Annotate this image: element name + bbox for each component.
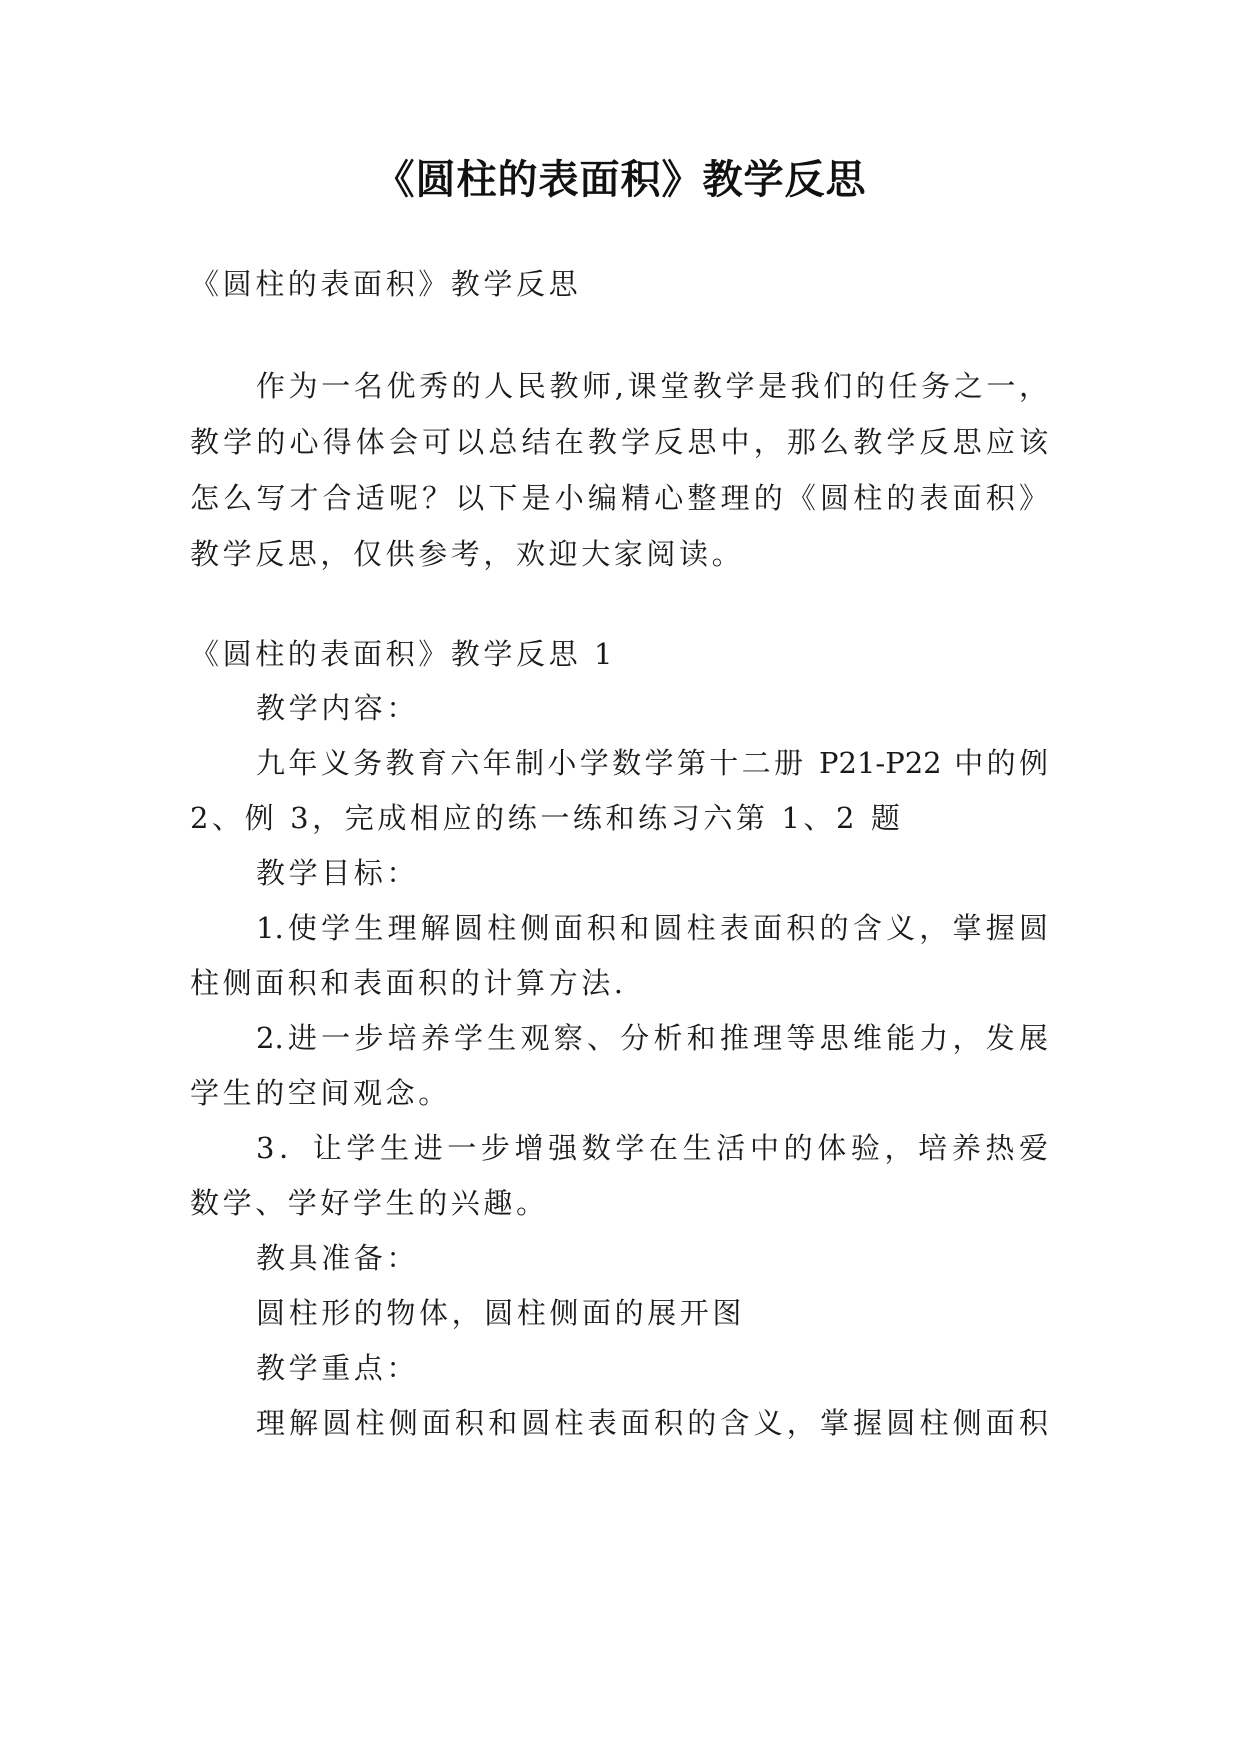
intro-line-2: 教学的心得体会可以总结在教学反思中，那么教学反思应该 <box>190 425 1048 459</box>
goal-2-line-1: 2.进一步培养学生观察、分析和推理等思维能力，发展 <box>256 1021 1048 1055</box>
content-line-1: 九年义务教育六年制小学数学第十二册 P21-P22 中的例 <box>256 746 1048 780</box>
document-title: 《圆柱的表面积》教学反思 <box>374 157 867 203</box>
section-heading: 《圆柱的表面积》教学反思 1 <box>190 637 617 671</box>
focus-label: 教学重点： <box>256 1351 420 1385</box>
content-line-2: 2、例 3，完成相应的练一练和练习六第 1、2 题 <box>190 801 904 835</box>
goal-3-line-2: 数学、学好学生的兴趣。 <box>190 1186 549 1220</box>
subtitle: 《圆柱的表面积》教学反思 <box>190 267 582 301</box>
goal-1-line-2: 柱侧面积和表面积的计算方法. <box>190 966 627 1000</box>
tools-text: 圆柱形的物体，圆柱侧面的展开图 <box>256 1296 746 1330</box>
focus-line-1: 理解圆柱侧面积和圆柱表面积的含义，掌握圆柱侧面积 <box>256 1406 1048 1440</box>
content-label: 教学内容： <box>256 691 420 725</box>
goals-label: 教学目标： <box>256 856 420 890</box>
intro-line-1: 作为一名优秀的人民教师,课堂教学是我们的任务之一， <box>256 369 1048 403</box>
goal-3-line-1: 3．让学生进一步增强数学在生活中的体验，培养热爱 <box>256 1131 1048 1165</box>
goal-2-line-2: 学生的空间观念。 <box>190 1076 451 1110</box>
intro-line-3: 怎么写才合适呢？以下是小编精心整理的《圆柱的表面积》 <box>190 481 1048 515</box>
tools-label: 教具准备： <box>256 1241 420 1275</box>
goal-1-line-1: 1.使学生理解圆柱侧面积和圆柱表面积的含义，掌握圆 <box>256 911 1048 945</box>
intro-line-4: 教学反思，仅供参考，欢迎大家阅读。 <box>190 537 745 571</box>
